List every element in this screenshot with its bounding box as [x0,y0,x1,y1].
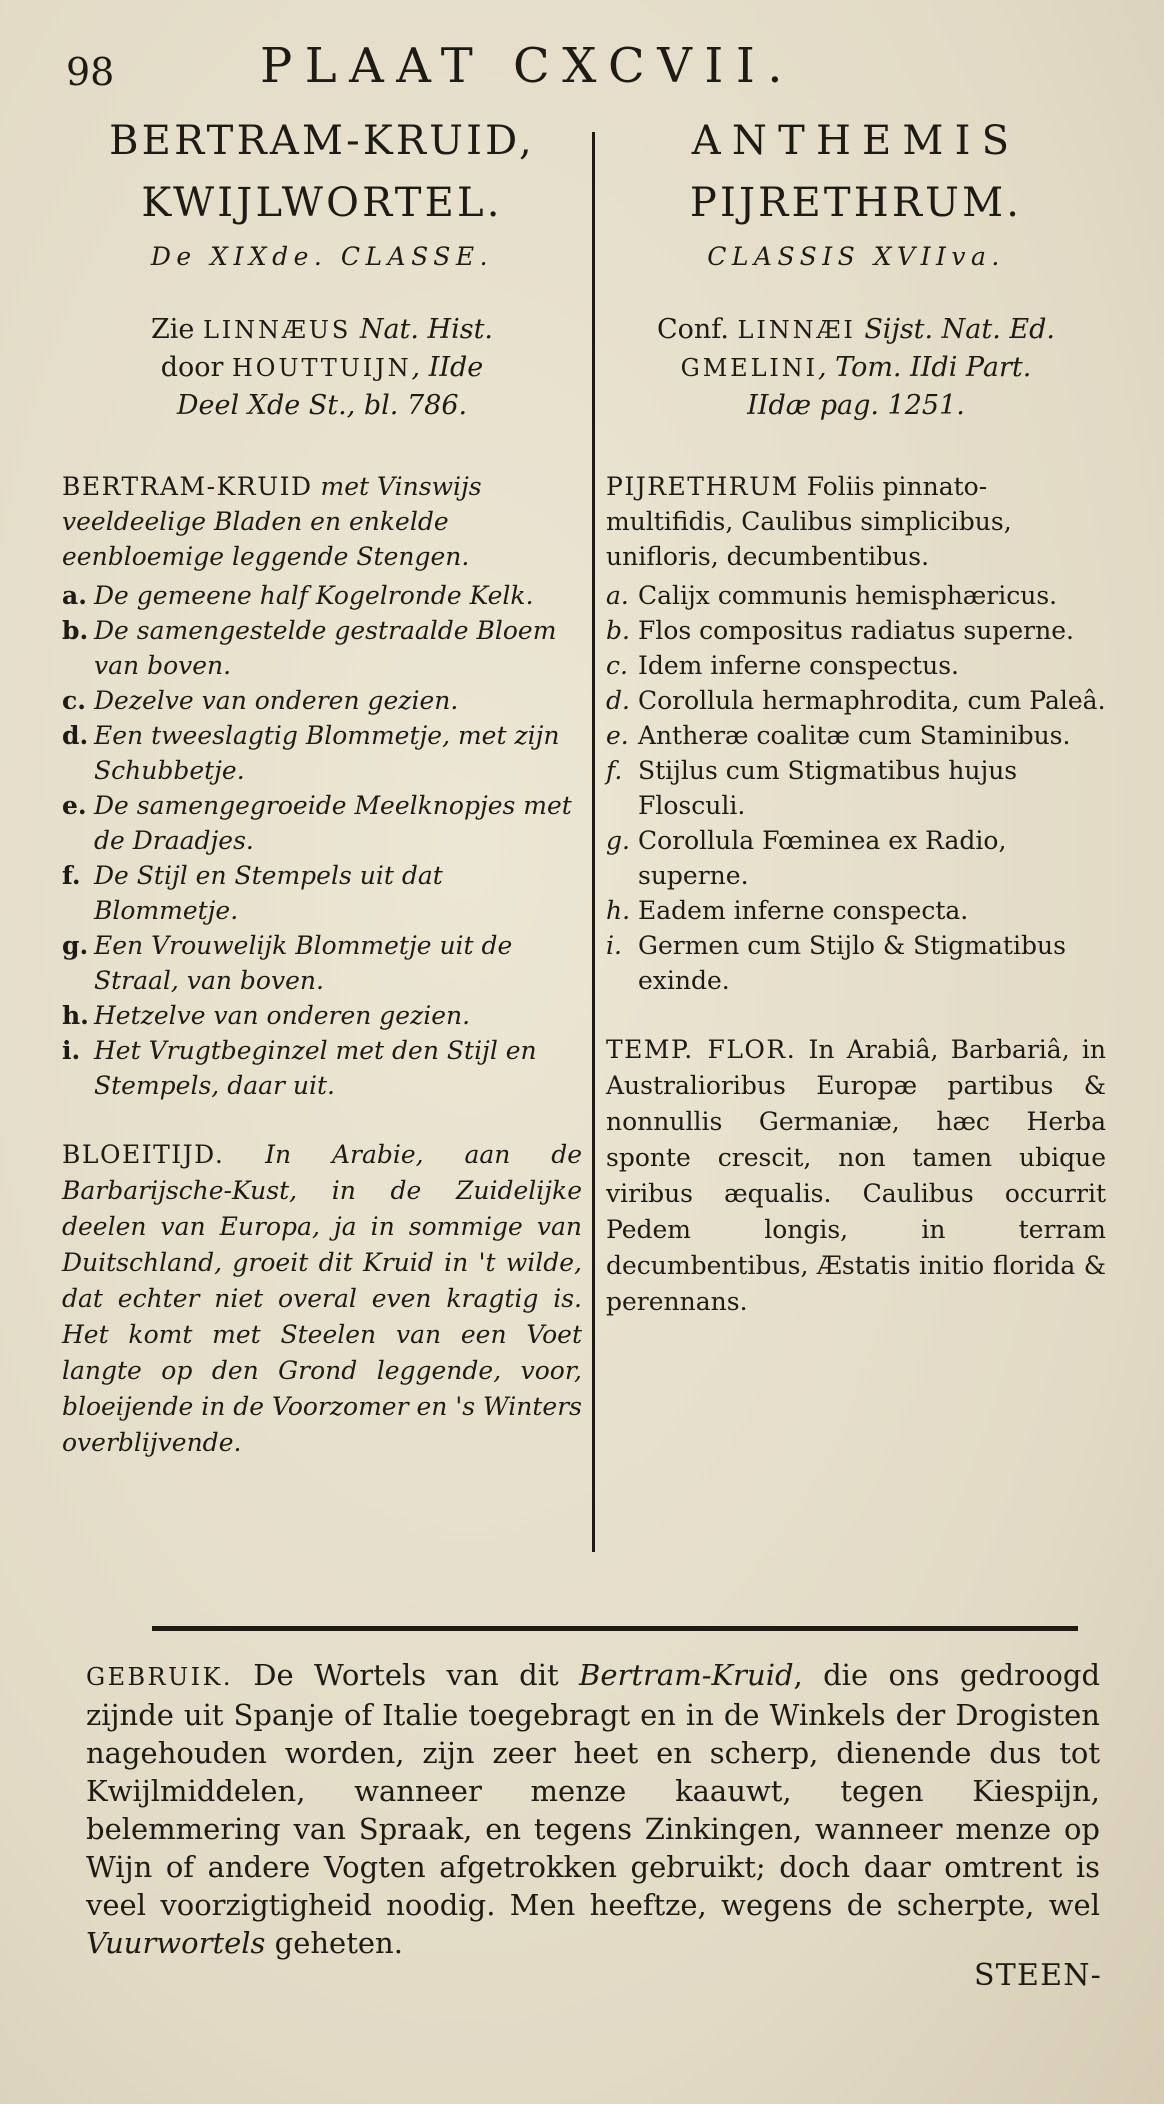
usage-term-1: Bertram-Kruid [579,1658,794,1692]
list-item [62,578,582,613]
list-item [62,613,582,683]
latin-intro-text: Foliis pinnato-multifidis, Caulibus simplicibus, unifloris, decumbentibus. [606,472,1012,571]
item-text: De Stijl en Stempels uit dat Blommetje. [94,861,443,925]
item-text: Een tweeslagtig Blommetje, met zijn Schubbetje. [94,721,560,785]
dutch-flowering-label: BLOEITIJD. [62,1140,225,1169]
latin-title-2: PIJRETHRUM. [689,180,1023,226]
usage-text-1: De Wortels van dit [253,1658,559,1692]
item-text: Corollula hermaphrodita, cum Paleâ. [638,686,1106,715]
item-text: Germen cum Stijlo & Stigmatibus exinde. [638,931,1066,995]
item-text: Corollula Fœminea ex Radio, superne. [638,826,1007,890]
item-letter: h. [606,896,631,925]
latin-flowering-text: In Arabiâ, Barbariâ, in Australioribus Europæ partibus & nonnullis Germaniæ, hæc Herba sponte crescit, non tamen ubique viribus æqualis. Caulibus occurrit Pedem longis, in terram decumbentibus, Æstatis initio florida & perennans. [606,1035,1107,1316]
ref-author: LINNÆUS [202,316,352,344]
catchword: STEEN- [974,1958,1102,1993]
item-letter: d. [62,721,89,750]
item-letter: g. [62,931,89,960]
ref-author: LINNÆI [737,316,856,344]
list-item [62,928,582,998]
latin-flowering [606,1032,1106,1320]
dutch-flowering-text: In Arabie, aan de Barbarijsche-Kust, in de Zuidelijke deelen van Europa, ja in sommige van Duitschland, groeit dit Kruid in 't wilde, dat echter niet overal even kragtig is. Het komt met Steelen van een Voet langte op den Grond leggende, voor, bloeijende in de Voorzomer en 's Winters overblijvende. [62,1140,582,1457]
section-rule [152,1626,1078,1631]
dutch-title-1: BERTRAM-KRUID, [109,118,535,164]
item-text: Hetzelve van onderen gezien. [94,1001,471,1030]
list-item [62,788,582,858]
list-item [606,718,1106,753]
latin-class-line: CLASSIS XVIIva. [707,242,1005,271]
list-item [606,683,1106,718]
item-text: De samengestelde gestraalde Bloem van boven. [94,616,557,680]
ref-translator: HOUTTUIJN [231,354,412,382]
list-item [62,998,582,1033]
ref-door: door [160,352,224,383]
item-text: Dezelve van onderen gezien. [94,686,459,715]
item-letter: c. [606,651,628,680]
usage-paragraph [86,1656,1100,1962]
list-item [606,823,1106,893]
item-text: Stijlus cum Stigmatibus hujus Flosculi. [638,756,1018,820]
item-letter: i. [62,1036,81,1065]
ref-line3: Deel Xde St., bl. 786. [176,390,468,421]
list-item [62,1033,582,1103]
ref-conf: Conf. [657,314,729,345]
item-text: De samengegroeide Meelknopjes met de Draadjes. [94,791,572,855]
dutch-item-list [62,578,582,1103]
item-text: Flos compositus radiatus superne. [638,616,1074,645]
list-item [62,858,582,928]
item-letter: b. [62,616,89,645]
dutch-class-line: De XIXde. CLASSE. [150,242,494,271]
item-letter: i. [606,931,622,960]
latin-item-list [606,578,1106,998]
item-letter: e. [62,791,87,820]
item-text: Eadem inferne conspecta. [638,896,969,925]
ref-line3: IIdæ pag. 1251. [747,390,965,421]
item-letter: c. [62,686,86,715]
item-text: De gemeene half Kogelronde Kelk. [94,581,534,610]
dutch-title-2: KWIJLWORTEL. [141,180,503,226]
item-letter: a. [62,581,87,610]
list-item [606,893,1106,928]
item-letter: b. [606,616,630,645]
item-text: Het Vrugtbeginzel met den Stijl en Stempels, daar uit. [94,1036,537,1100]
item-text: Calijx communis hemisphæricus. [638,581,1058,610]
dutch-column [62,110,582,1461]
dutch-reference [62,311,582,425]
ref-editor: GMELINI [680,354,818,382]
dutch-intro-name: BERTRAM-KRUID [62,472,313,501]
dutch-intro-text: met Vinswijs veeldeelige Bladen en enkelde eenbloemige leggende Stengen. [62,472,482,571]
usage-label: GEBRUIK. [86,1663,233,1691]
item-text: Idem inferne conspectus. [638,651,959,680]
item-letter: f. [606,756,623,785]
usage-text-3: geheten. [274,1926,403,1960]
item-letter: d. [606,686,630,715]
item-letter: g. [606,826,630,855]
dutch-intro [62,469,582,574]
page-number: 98 [66,50,115,94]
list-item [606,753,1106,823]
item-letter: f. [62,861,81,890]
latin-intro-name: PIJRETHRUM [606,472,799,501]
latin-column [606,110,1106,1320]
item-letter: h. [62,1001,89,1030]
list-item [62,683,582,718]
list-item [606,613,1106,648]
ref-work: Nat. Hist. [359,314,494,345]
latin-flowering-label: TEMP. FLOR. [606,1035,797,1064]
list-item [606,578,1106,613]
item-letter: e. [606,721,629,750]
ref-zie: Zie [150,314,195,345]
ref-vol: , IIde [411,352,484,383]
list-item [62,718,582,788]
item-text: Antheræ coalitæ cum Staminibus. [638,721,1071,750]
item-text: Een Vrouwelijk Blommetje uit de Straal, van boven. [94,931,513,995]
item-letter: a. [606,581,629,610]
usage-term-2: Vuurwortels [86,1926,266,1960]
plate-title: PLAAT CXCVII. [260,38,796,94]
latin-reference [606,311,1106,425]
ref-tom: , Tom. IIdi Part. [818,352,1032,383]
list-item [606,928,1106,998]
usage-text-2: , die ons gedroogd zijnde uit Spanje of Italie toegebragt en in de Winkels der Drogisten nagehouden worden, zijn zeer heet en scherp, dienende dus tot Kwijlmiddelen, wanneer menze kaauwt, tegen Kiespijn, belemmering van Spraak, en tegens Zinkingen, wanneer menze op Wijn of andere Vogten afgetrokken gebruikt; doch daar omtrent is veel voorzigtigheid noodig. Men heeftze, wegens de scherpte, wel [86,1658,1101,1922]
list-item [606,648,1106,683]
latin-intro [606,469,1106,574]
latin-title-1: ANTHEMIS [691,118,1021,164]
column-divider [592,132,595,1552]
ref-work: Sijst. Nat. Ed. [864,314,1055,345]
dutch-flowering [62,1137,582,1461]
